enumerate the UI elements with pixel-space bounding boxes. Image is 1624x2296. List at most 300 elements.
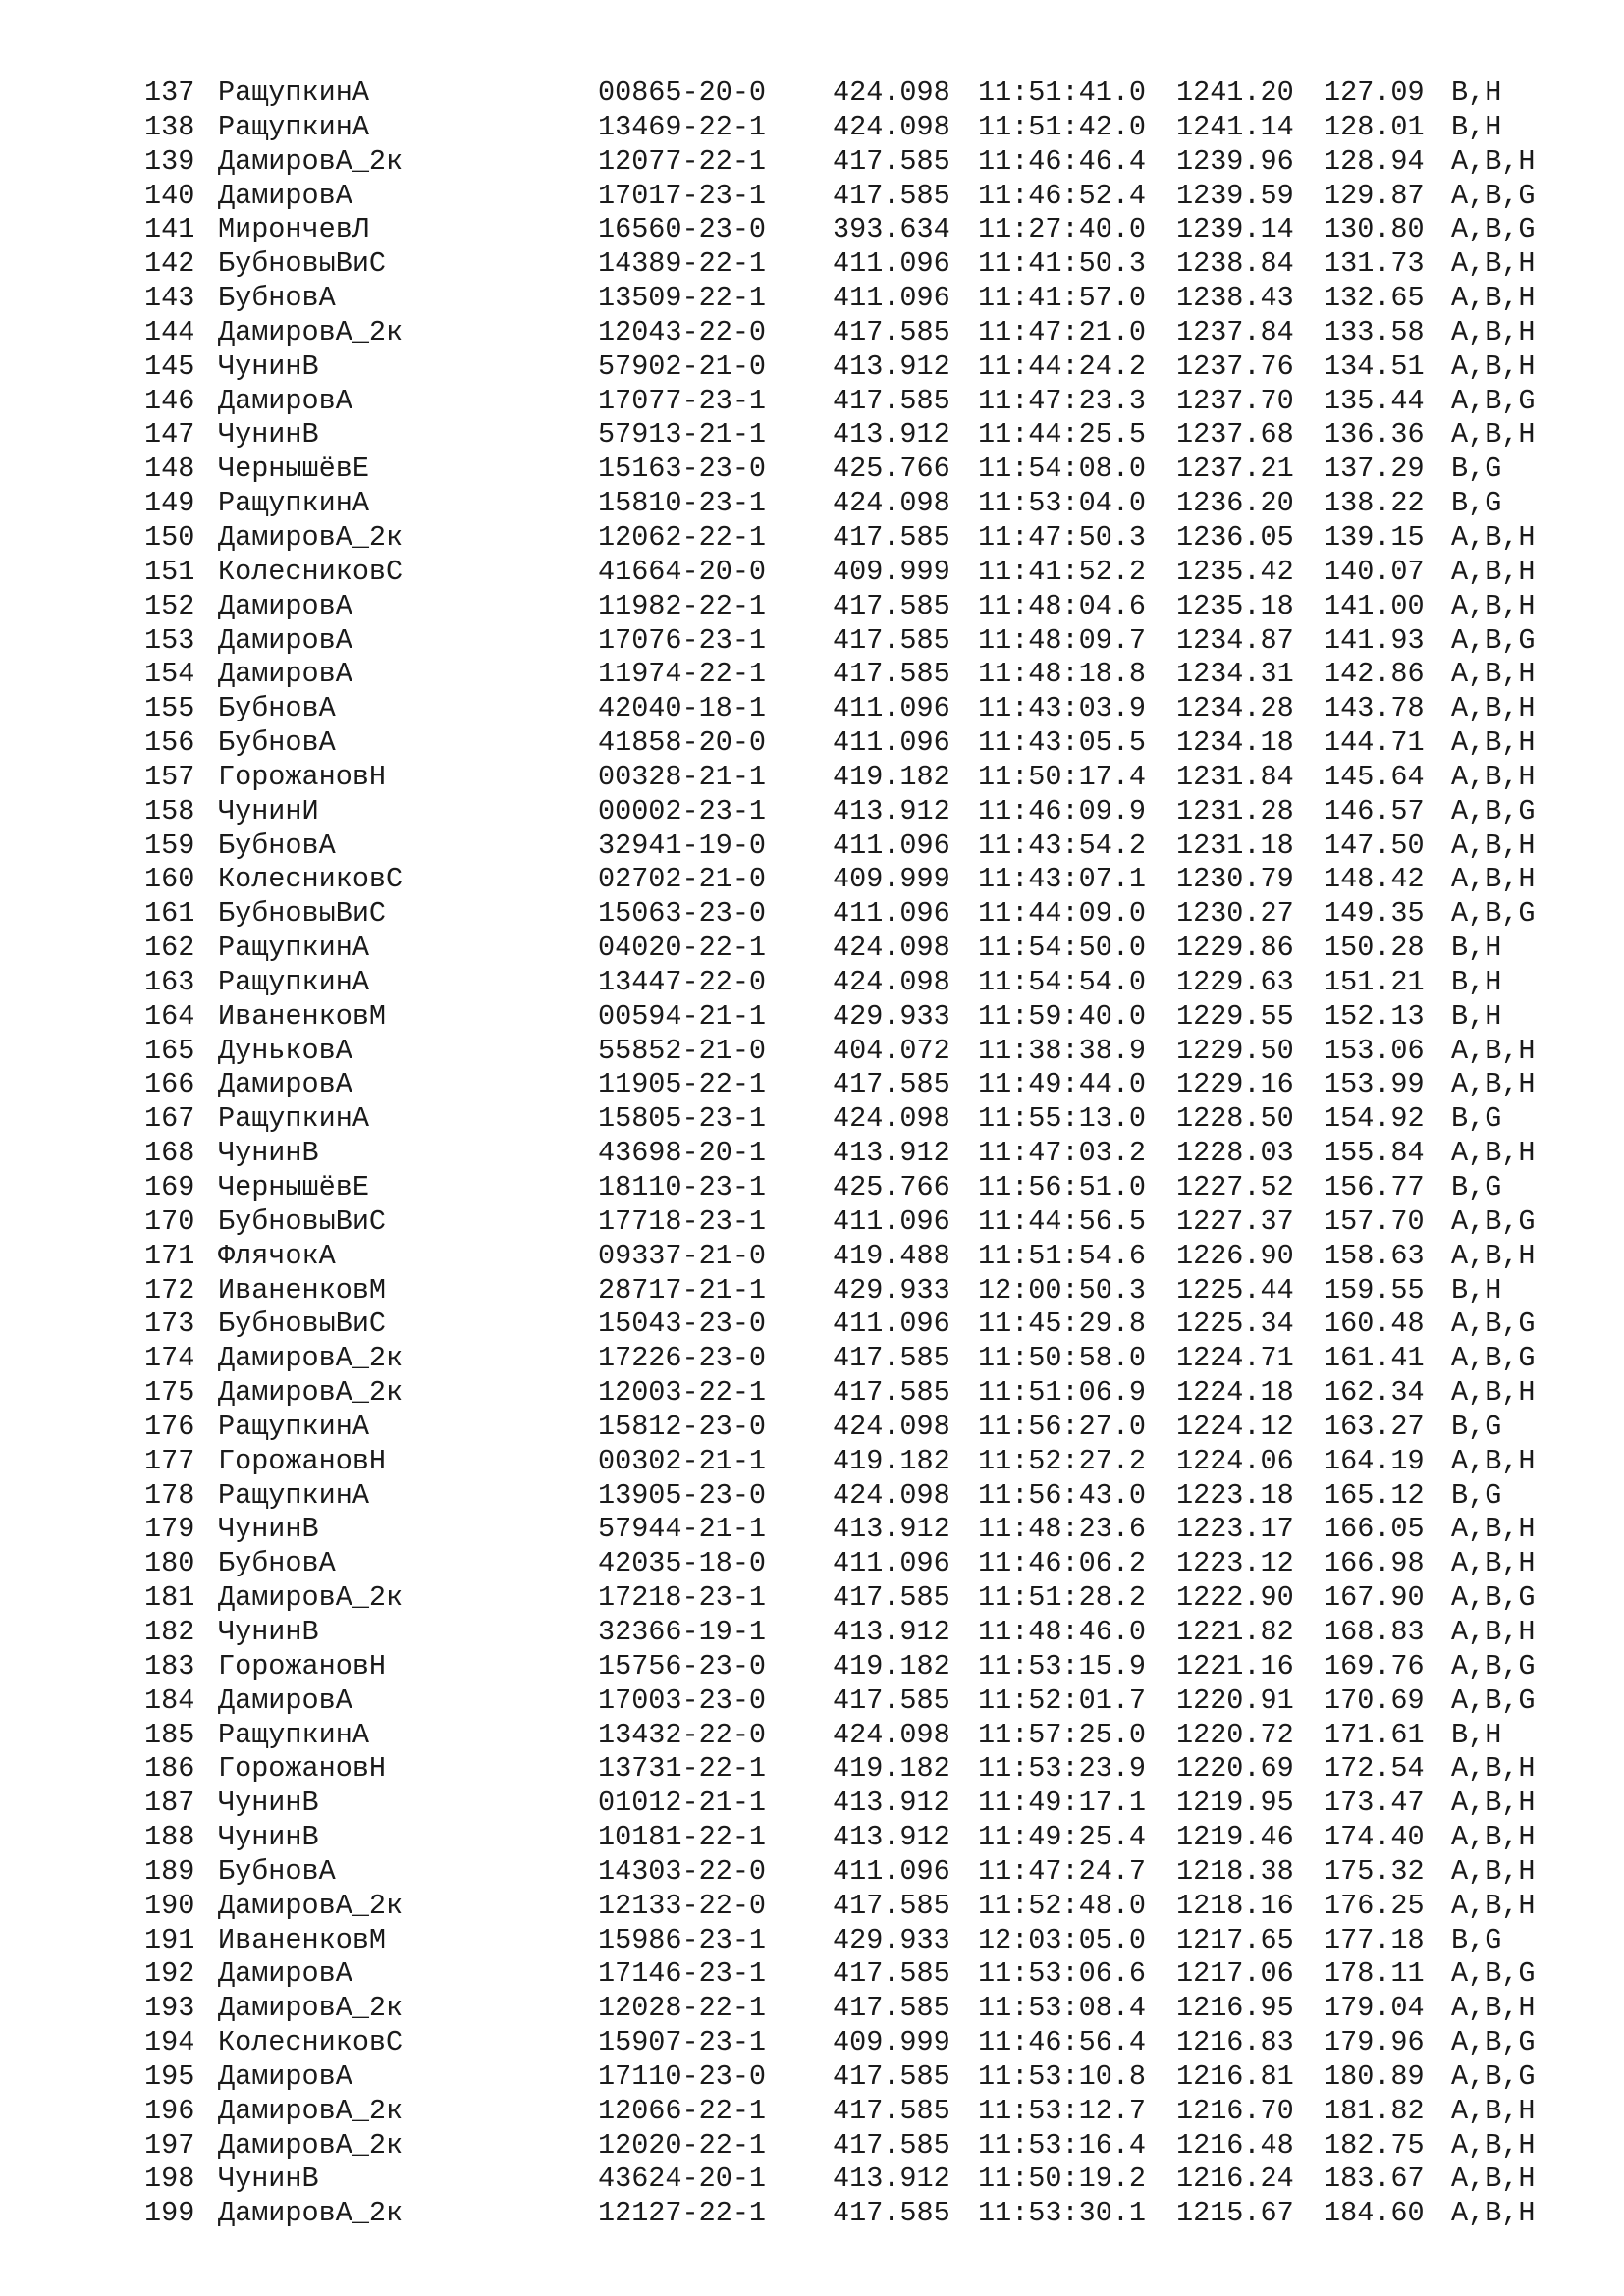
categories: B,G	[1451, 1478, 1502, 1512]
speed: 1241.14	[1176, 110, 1294, 143]
ring-number: 16560-23-0	[598, 213, 767, 246]
participant-name: БубновА	[218, 726, 336, 760]
participant-name: ДамировА	[218, 623, 352, 657]
arrival-time: 11:49:25.4	[978, 1821, 1147, 1854]
table-row	[0, 1855, 1624, 1890]
categories: A,B,H	[1451, 282, 1536, 315]
categories: A,B,H	[1451, 2163, 1536, 2196]
participant-name: ИваненковМ	[218, 1923, 387, 1956]
points: 134.51	[1324, 349, 1425, 383]
ring-number: 17110-23-0	[598, 2059, 767, 2093]
speed: 1218.38	[1176, 1854, 1294, 1888]
points: 162.34	[1324, 1376, 1425, 1410]
points: 172.54	[1324, 1752, 1425, 1786]
speed: 1237.84	[1176, 315, 1294, 348]
row-number: 138	[144, 110, 195, 143]
categories: A,B,H	[1451, 520, 1536, 554]
distance: 429.933	[833, 999, 950, 1033]
row-number: 162	[144, 932, 195, 965]
points: 144.71	[1324, 726, 1425, 760]
table-row	[0, 2197, 1624, 2231]
ring-number: 17226-23-0	[598, 1342, 767, 1375]
table-row	[0, 1137, 1624, 1171]
participant-name: КолесниковС	[218, 863, 404, 896]
categories: A,B,H	[1451, 760, 1536, 793]
row-number: 137	[144, 77, 195, 109]
arrival-time: 11:47:24.7	[978, 1854, 1147, 1888]
table-row	[0, 1719, 1624, 1753]
ring-number: 17017-23-1	[598, 179, 767, 212]
participant-name: ДамировА	[218, 179, 352, 212]
categories: A,B,H	[1451, 828, 1536, 862]
distance: 417.585	[833, 1957, 950, 1991]
arrival-time: 11:49:17.1	[978, 1787, 1147, 1820]
ring-number: 15163-23-0	[598, 453, 767, 486]
categories: A,B,H	[1451, 555, 1536, 588]
row-number: 168	[144, 1137, 195, 1170]
ring-number: 15063-23-0	[598, 897, 767, 931]
distance: 419.182	[833, 760, 950, 793]
points: 155.84	[1324, 1137, 1425, 1170]
distance: 409.999	[833, 555, 950, 588]
participant-name: ЧернышёвЕ	[218, 1171, 369, 1203]
points: 146.57	[1324, 794, 1425, 828]
row-number: 156	[144, 726, 195, 760]
participant-name: КолесниковС	[218, 555, 404, 588]
distance: 404.072	[833, 1034, 950, 1067]
participant-name: РащупкинА	[218, 965, 369, 998]
row-number: 178	[144, 1478, 195, 1512]
distance: 417.585	[833, 2128, 950, 2162]
arrival-time: 11:48:23.6	[978, 1513, 1147, 1546]
distance: 413.912	[833, 794, 950, 828]
participant-name: БубновА	[218, 828, 336, 862]
ring-number: 13432-22-0	[598, 1718, 767, 1751]
table-row	[0, 1684, 1624, 1719]
ring-number: 01012-21-1	[598, 1787, 767, 1820]
row-number: 155	[144, 692, 195, 725]
points: 150.28	[1324, 932, 1425, 965]
ring-number: 57913-21-1	[598, 418, 767, 452]
speed: 1216.81	[1176, 2059, 1294, 2093]
row-number: 172	[144, 1273, 195, 1307]
distance: 417.585	[833, 1683, 950, 1717]
categories: A,B,H	[1451, 726, 1536, 760]
arrival-time: 11:56:51.0	[978, 1171, 1147, 1203]
distance: 413.912	[833, 1615, 950, 1648]
categories: B,G	[1451, 1410, 1502, 1443]
categories: A,B,G	[1451, 1957, 1536, 1991]
categories: A,B,H	[1451, 247, 1536, 281]
row-number: 195	[144, 2059, 195, 2093]
table-row	[0, 556, 1624, 590]
arrival-time: 11:54:50.0	[978, 932, 1147, 965]
row-number: 154	[144, 658, 195, 691]
arrival-time: 11:50:58.0	[978, 1342, 1147, 1375]
row-number: 170	[144, 1204, 195, 1238]
points: 153.99	[1324, 1068, 1425, 1101]
speed: 1228.50	[1176, 1102, 1294, 1136]
participant-name: ДамировА_2к	[218, 1581, 404, 1615]
distance: 424.098	[833, 1478, 950, 1512]
participant-name: ДамировА_2к	[218, 144, 404, 178]
ring-number: 28717-21-1	[598, 1273, 767, 1307]
distance: 411.096	[833, 726, 950, 760]
points: 174.40	[1324, 1821, 1425, 1854]
points: 136.36	[1324, 418, 1425, 452]
ring-number: 11974-22-1	[598, 658, 767, 691]
ring-number: 17003-23-0	[598, 1683, 767, 1717]
row-number: 150	[144, 520, 195, 554]
points: 127.09	[1324, 77, 1425, 109]
participant-name: ДамировА_2к	[218, 2197, 404, 2230]
table-row	[0, 1068, 1624, 1102]
table-row	[0, 1411, 1624, 1445]
table-row	[0, 897, 1624, 932]
speed: 1216.83	[1176, 2026, 1294, 2059]
categories: B,H	[1451, 77, 1502, 109]
table-row	[0, 590, 1624, 624]
distance: 425.766	[833, 1171, 950, 1203]
speed: 1217.65	[1176, 1923, 1294, 1956]
speed: 1216.48	[1176, 2128, 1294, 2162]
ring-number: 17718-23-1	[598, 1204, 767, 1238]
distance: 411.096	[833, 1854, 950, 1888]
speed: 1237.70	[1176, 384, 1294, 417]
distance: 429.933	[833, 1273, 950, 1307]
table-row	[0, 453, 1624, 487]
distance: 413.912	[833, 1787, 950, 1820]
ring-number: 42035-18-0	[598, 1547, 767, 1580]
speed: 1225.34	[1176, 1308, 1294, 1341]
speed: 1241.20	[1176, 77, 1294, 109]
ring-number: 55852-21-0	[598, 1034, 767, 1067]
row-number: 159	[144, 828, 195, 862]
points: 163.27	[1324, 1410, 1425, 1443]
arrival-time: 11:53:08.4	[978, 1992, 1147, 2025]
row-number: 193	[144, 1992, 195, 2025]
speed: 1229.55	[1176, 999, 1294, 1033]
row-number: 192	[144, 1957, 195, 1991]
points: 159.55	[1324, 1273, 1425, 1307]
speed: 1235.18	[1176, 589, 1294, 622]
speed: 1235.42	[1176, 555, 1294, 588]
row-number: 167	[144, 1102, 195, 1136]
arrival-time: 11:50:17.4	[978, 760, 1147, 793]
ring-number: 13447-22-0	[598, 965, 767, 998]
participant-name: ДамировА_2к	[218, 1992, 404, 2025]
ring-number: 32366-19-1	[598, 1615, 767, 1648]
table-row	[0, 2026, 1624, 2060]
distance: 417.585	[833, 1992, 950, 2025]
arrival-time: 11:50:19.2	[978, 2163, 1147, 2196]
speed: 1234.18	[1176, 726, 1294, 760]
participant-name: РащупкинА	[218, 110, 369, 143]
speed: 1224.18	[1176, 1376, 1294, 1410]
speed: 1229.50	[1176, 1034, 1294, 1067]
ring-number: 11982-22-1	[598, 589, 767, 622]
arrival-time: 11:43:03.9	[978, 692, 1147, 725]
ring-number: 17218-23-1	[598, 1581, 767, 1615]
arrival-time: 11:44:09.0	[978, 897, 1147, 931]
participant-name: РащупкинА	[218, 487, 369, 520]
distance: 419.488	[833, 1239, 950, 1272]
distance: 417.585	[833, 1581, 950, 1615]
ring-number: 14389-22-1	[598, 247, 767, 281]
points: 165.12	[1324, 1478, 1425, 1512]
distance: 417.585	[833, 1889, 950, 1922]
arrival-time: 11:43:54.2	[978, 828, 1147, 862]
row-number: 146	[144, 384, 195, 417]
distance: 419.182	[833, 1649, 950, 1682]
categories: A,B,H	[1451, 349, 1536, 383]
speed: 1224.71	[1176, 1342, 1294, 1375]
categories: B,H	[1451, 1273, 1502, 1307]
points: 149.35	[1324, 897, 1425, 931]
arrival-time: 11:48:46.0	[978, 1615, 1147, 1648]
arrival-time: 11:56:43.0	[978, 1478, 1147, 1512]
points: 129.87	[1324, 179, 1425, 212]
arrival-time: 11:53:16.4	[978, 2128, 1147, 2162]
speed: 1216.95	[1176, 1992, 1294, 2025]
arrival-time: 11:27:40.0	[978, 213, 1147, 246]
speed: 1236.05	[1176, 520, 1294, 554]
row-number: 182	[144, 1615, 195, 1648]
arrival-time: 11:55:13.0	[978, 1102, 1147, 1136]
ring-number: 12003-22-1	[598, 1376, 767, 1410]
participant-name: ИваненковМ	[218, 1273, 387, 1307]
participant-name: ГорожановН	[218, 1444, 387, 1477]
speed: 1224.06	[1176, 1444, 1294, 1477]
arrival-time: 11:41:50.3	[978, 247, 1147, 281]
arrival-time: 11:47:23.3	[978, 384, 1147, 417]
speed: 1234.28	[1176, 692, 1294, 725]
table-row	[0, 1957, 1624, 1992]
ring-number: 02702-21-0	[598, 863, 767, 896]
categories: A,B,H	[1451, 2128, 1536, 2162]
participant-name: БубновыВиС	[218, 1308, 387, 1341]
arrival-time: 11:48:09.7	[978, 623, 1147, 657]
table-row	[0, 145, 1624, 180]
participant-name: ЧунинВ	[218, 2163, 319, 2196]
ring-number: 13731-22-1	[598, 1752, 767, 1786]
points: 164.19	[1324, 1444, 1425, 1477]
table-row	[0, 180, 1624, 214]
distance: 419.182	[833, 1752, 950, 1786]
participant-name: ДамировА_2к	[218, 1342, 404, 1375]
ring-number: 09337-21-0	[598, 1239, 767, 1272]
categories: A,B,H	[1451, 1752, 1536, 1786]
arrival-time: 12:03:05.0	[978, 1923, 1147, 1956]
arrival-time: 11:53:10.8	[978, 2059, 1147, 2093]
table-row	[0, 350, 1624, 385]
distance: 409.999	[833, 863, 950, 896]
participant-name: ЧунинИ	[218, 794, 319, 828]
speed: 1238.84	[1176, 247, 1294, 281]
row-number: 160	[144, 863, 195, 896]
table-row	[0, 247, 1624, 282]
categories: A,B,G	[1451, 1649, 1536, 1682]
arrival-time: 11:47:21.0	[978, 315, 1147, 348]
speed: 1216.24	[1176, 2163, 1294, 2196]
table-row	[0, 1035, 1624, 1069]
speed: 1223.12	[1176, 1547, 1294, 1580]
arrival-time: 11:53:30.1	[978, 2197, 1147, 2230]
ring-number: 15812-23-0	[598, 1410, 767, 1443]
row-number: 166	[144, 1068, 195, 1101]
table-row	[0, 282, 1624, 316]
table-row	[0, 1650, 1624, 1684]
speed: 1217.06	[1176, 1957, 1294, 1991]
table-row	[0, 1274, 1624, 1308]
ring-number: 17076-23-1	[598, 623, 767, 657]
distance: 413.912	[833, 1513, 950, 1546]
participant-name: ЧернышёвЕ	[218, 453, 369, 486]
speed: 1223.17	[1176, 1513, 1294, 1546]
categories: A,B,H	[1451, 692, 1536, 725]
participant-name: БубновыВиС	[218, 1204, 387, 1238]
distance: 411.096	[833, 897, 950, 931]
table-row	[0, 1616, 1624, 1650]
distance: 419.182	[833, 1444, 950, 1477]
row-number: 184	[144, 1683, 195, 1717]
speed: 1220.72	[1176, 1718, 1294, 1751]
table-row	[0, 1581, 1624, 1616]
arrival-time: 11:53:15.9	[978, 1649, 1147, 1682]
ring-number: 00302-21-1	[598, 1444, 767, 1477]
participant-name: ДамировА	[218, 2059, 352, 2093]
table-row	[0, 77, 1624, 111]
speed: 1230.79	[1176, 863, 1294, 896]
participant-name: МирончевЛ	[218, 213, 369, 246]
table-row	[0, 658, 1624, 692]
points: 166.05	[1324, 1513, 1425, 1546]
points: 178.11	[1324, 1957, 1425, 1991]
arrival-time: 11:48:18.8	[978, 658, 1147, 691]
table-row	[0, 932, 1624, 966]
ring-number: 00328-21-1	[598, 760, 767, 793]
table-row	[0, 1787, 1624, 1821]
speed: 1227.52	[1176, 1171, 1294, 1203]
points: 175.32	[1324, 1854, 1425, 1888]
participant-name: РащупкинА	[218, 1718, 369, 1751]
arrival-time: 11:46:56.4	[978, 2026, 1147, 2059]
table-row	[0, 795, 1624, 829]
participant-name: ДамировА_2к	[218, 1376, 404, 1410]
row-number: 179	[144, 1513, 195, 1546]
results-table	[0, 77, 1624, 2231]
categories: A,B,H	[1451, 1137, 1536, 1170]
participant-name: ДамировА_2к	[218, 1889, 404, 1922]
participant-name: ЧунинВ	[218, 418, 319, 452]
speed: 1237.21	[1176, 453, 1294, 486]
distance: 417.585	[833, 623, 950, 657]
table-row	[0, 1890, 1624, 1924]
distance: 417.585	[833, 2197, 950, 2230]
table-row	[0, 316, 1624, 350]
points: 168.83	[1324, 1615, 1425, 1648]
row-number: 188	[144, 1821, 195, 1854]
row-number: 185	[144, 1718, 195, 1751]
distance: 411.096	[833, 828, 950, 862]
categories: A,B,H	[1451, 1239, 1536, 1272]
points: 169.76	[1324, 1649, 1425, 1682]
ring-number: 57944-21-1	[598, 1513, 767, 1546]
participant-name: БубновА	[218, 692, 336, 725]
ring-number: 12028-22-1	[598, 1992, 767, 2025]
arrival-time: 11:53:06.6	[978, 1957, 1147, 1991]
distance: 413.912	[833, 2163, 950, 2196]
categories: A,B,H	[1451, 1992, 1536, 2025]
row-number: 181	[144, 1581, 195, 1615]
points: 166.98	[1324, 1547, 1425, 1580]
ring-number: 10181-22-1	[598, 1821, 767, 1854]
categories: A,B,H	[1451, 1376, 1536, 1410]
participant-name: ДамировА	[218, 1683, 352, 1717]
categories: A,B,H	[1451, 1513, 1536, 1546]
points: 143.78	[1324, 692, 1425, 725]
distance: 417.585	[833, 589, 950, 622]
table-row	[0, 829, 1624, 864]
arrival-time: 11:41:52.2	[978, 555, 1147, 588]
row-number: 148	[144, 453, 195, 486]
arrival-time: 11:52:48.0	[978, 1889, 1147, 1922]
speed: 1221.16	[1176, 1649, 1294, 1682]
points: 153.06	[1324, 1034, 1425, 1067]
points: 179.96	[1324, 2026, 1425, 2059]
table-row	[0, 1205, 1624, 1240]
points: 128.01	[1324, 110, 1425, 143]
distance: 393.634	[833, 213, 950, 246]
distance: 417.585	[833, 1342, 950, 1375]
distance: 417.585	[833, 2094, 950, 2127]
points: 139.15	[1324, 520, 1425, 554]
ring-number: 11905-22-1	[598, 1068, 767, 1101]
points: 154.92	[1324, 1102, 1425, 1136]
speed: 1225.44	[1176, 1273, 1294, 1307]
row-number: 157	[144, 760, 195, 793]
arrival-time: 11:59:40.0	[978, 999, 1147, 1033]
categories: A,B,H	[1451, 1615, 1536, 1648]
points: 158.63	[1324, 1239, 1425, 1272]
arrival-time: 11:45:29.8	[978, 1308, 1147, 1341]
ring-number: 42040-18-1	[598, 692, 767, 725]
distance: 411.096	[833, 692, 950, 725]
arrival-time: 11:52:27.2	[978, 1444, 1147, 1477]
row-number: 141	[144, 213, 195, 246]
row-number: 191	[144, 1923, 195, 1956]
categories: B,G	[1451, 1171, 1502, 1203]
categories: A,B,H	[1451, 144, 1536, 178]
distance: 425.766	[833, 453, 950, 486]
participant-name: РащупкинА	[218, 1102, 369, 1136]
categories: B,H	[1451, 110, 1502, 143]
participant-name: БубновА	[218, 1854, 336, 1888]
categories: A,B,G	[1451, 623, 1536, 657]
participant-name: ДамировА_2к	[218, 520, 404, 554]
distance: 417.585	[833, 1376, 950, 1410]
points: 141.00	[1324, 589, 1425, 622]
participant-name: РащупкинА	[218, 1478, 369, 1512]
categories: A,B,H	[1451, 863, 1536, 896]
participant-name: ДамировА	[218, 1957, 352, 1991]
categories: A,B,G	[1451, 213, 1536, 246]
points: 173.47	[1324, 1787, 1425, 1820]
row-number: 164	[144, 999, 195, 1033]
participant-name: РащупкинА	[218, 77, 369, 109]
row-number: 180	[144, 1547, 195, 1580]
points: 181.82	[1324, 2094, 1425, 2127]
